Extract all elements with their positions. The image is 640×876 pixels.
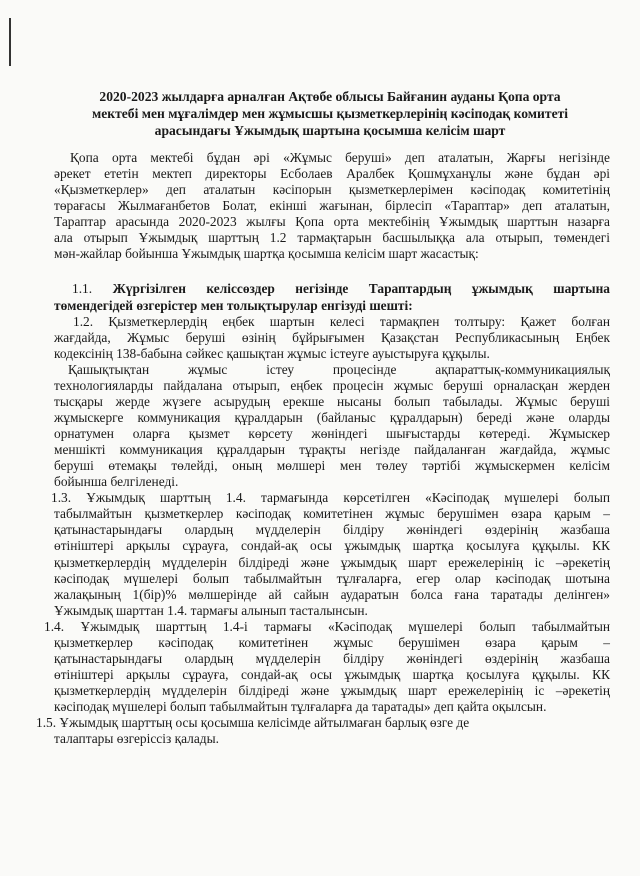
text-line: [54, 587, 610, 603]
title-line: мектебі мен мұғалімдер мен жұмысшы қызметкерлерінің кәсіподақ комитеті: [91, 106, 569, 121]
line-text: меншікті коммуникация құралдарын тұрақты негізде пайдаланған жағдайда, жұмыс: [54, 442, 610, 458]
paragraph: [51, 490, 610, 619]
line-text: 1.3. Ұжымдық шарттың 1.4. тармағында көрсетілген «Кәсіподақ мүшелері болып: [51, 490, 610, 506]
line-text: беруші өтемақы төлейді, оның мөлшері мен төлеу тәртібі жұмыскермен келісім: [54, 458, 610, 474]
text-line: [54, 426, 610, 442]
paragraph: [36, 715, 610, 747]
text-line: [54, 538, 610, 554]
text-line: [54, 731, 610, 747]
text-line: [54, 651, 610, 667]
line-text: тысқары жерде жүзеге асырудың ерекше нысаны болып табылады. Жұмыс беруші: [54, 393, 610, 409]
line-text: кәсіподақ мүшелері болып табылмайтын тұлғаларға, егер олар кәсіподақ шотына: [54, 570, 610, 586]
line-text: төмендегідей өзгерістер мен толықтырулар енгізуді шешті:: [54, 297, 413, 313]
text-line: [54, 230, 610, 246]
line-text: әрекет ететін мектеп директоры Есболаев Аралбек Қошмұханұлы және бұдан әрі: [54, 166, 610, 182]
text-line: [54, 198, 610, 214]
scan-artifact-line: [9, 18, 11, 66]
line-text: кәсіподақ мүшелері болып табылмайтын тұлғаларға да таратады» деп қайта оқылсын.: [54, 699, 547, 715]
text-line: [44, 619, 610, 635]
text-line: [54, 522, 610, 538]
line-text: жұмыскерге коммуникация құралдарын (байланыс құралдарын) береді және оларды: [54, 409, 610, 425]
text-line: [54, 442, 610, 458]
text-line: [54, 458, 610, 474]
text-line: [54, 506, 610, 522]
text-line: [54, 166, 610, 182]
text-line: [54, 410, 610, 426]
text-line: [54, 571, 610, 587]
clause-number: 1.1.: [72, 281, 113, 297]
text-line: [36, 715, 610, 731]
paragraph: [54, 362, 610, 491]
text-line: [54, 635, 610, 651]
text-line: [54, 699, 610, 715]
line-text: «Қызметкерлер» деп аталатын кәсіпорын қызметкерлерімен кәсіподақ комитетінің: [54, 182, 610, 198]
text-line: [54, 555, 610, 571]
text-line: [54, 378, 610, 394]
line-text: кодексінің 138-бабына сәйкес қашықтан жұмыс істеуге ауыстыруға құқылы.: [54, 345, 490, 361]
line-text: 1.4. Ұжымдық шарттың 1.4-і тармағы «Кәсіподақ мүшелері болып табылмайтын: [44, 618, 610, 634]
text-line: [73, 314, 610, 330]
line-text: 1.5. Ұжымдық шарттың осы қосымша келісімде айтылмаған барлық өзге де: [36, 715, 470, 731]
title-line: арасындағы Ұжымдық шартына қосымша келісім шарт: [154, 123, 506, 138]
line-text: 1.2. Қызметкерлердің еңбек шартын келесі тармақпен толтыру: Қажет болған: [73, 313, 610, 329]
text-line: [70, 150, 610, 166]
title-line: 2020-2023 жылдарға арналған Ақтөбе облысы Байғанин ауданы Қопа орта: [99, 89, 561, 104]
line-text: қатынастарындағы олардың мүдделерін білдіру жөніндегі өздерінің жазбаша: [54, 650, 610, 666]
paragraph: [54, 314, 610, 362]
text-line: [54, 214, 610, 230]
line-text: төрағасы Жылмағанбетов Болат, екінші жағынан, бірлесіп «Тараптар» деп аталатын,: [54, 198, 610, 214]
line-text: бойынша белгіленеді.: [54, 474, 179, 490]
line-text: мән-жайлар бойынша Ұжымдық шартқа қосымша келісім шарт жасастық:: [54, 246, 479, 262]
line-text: технологияларды пайдалана отырып, еңбек процесін жұмыс беруші орналасқан жерден: [54, 377, 610, 393]
text-line: [54, 182, 610, 198]
line-text: өтініштері арқылы сұрауға, сондай-ақ осы ұжымдық шартқа қосылуға құқылы. КК: [54, 538, 610, 554]
text-line: [54, 474, 610, 490]
text-line: [54, 298, 610, 314]
text-line: [51, 490, 610, 506]
text-line: [68, 362, 610, 378]
line-text: Қашықтықтан жұмыс істеу процесінде ақпараттық-коммуникациялық: [68, 361, 610, 377]
line-text: жалақының 1(бір)% мөлшерінде ай сайын аударатын болса ғана таратады делінген»: [54, 586, 610, 602]
line-text: орнатумен оларға қызмет көрсету жөніндегі шығыстарды көтереді. Жұмыскер: [54, 426, 610, 441]
line-text: Жүргізілген келіссөздер негізінде Тараптардың ұжымдық шартына: [112, 281, 610, 297]
line-text: Ұжымдық шарттан 1.4. тармағы алынып тасталынсын.: [54, 602, 368, 618]
paragraph: [54, 281, 610, 313]
line-text: табылмайтын қызметкерлер кәсіподақ комитетінен жұмыс берушімен өзара қарым –: [54, 506, 610, 522]
line-text: өтініштері арқылы сұрауға, сондай-ақ осы ұжымдық шартқа қосылуға құқылы. КК: [54, 666, 610, 682]
line-text: Тараптар арасында 2020-2023 жылғы Қопа орта мектебінің Ұжымдық шарттын назарға: [54, 214, 610, 230]
line-text: қатынастарындағы олардың мүдделерін білдіру жөніндегі өздерінің жазбаша: [54, 522, 610, 538]
paragraph: [54, 150, 610, 262]
line-text: қызметкерлердің мүдделерін білдіреді және ұжымдық шарт ережелерінің іс –әрекетің: [54, 554, 610, 570]
document-title: [40, 88, 620, 139]
text-line: [54, 346, 610, 362]
line-text: қызметкерлер кәсіподақ комитетінен жұмыс берушімен өзара қарым –: [54, 634, 610, 650]
text-line: [54, 330, 610, 346]
line-text: жағдайда, Жұмыс беруші өзінің бұйрығымен Қазақстан Республикасының Еңбек: [54, 329, 610, 345]
text-line: [54, 683, 610, 699]
line-text: қызметкерлердің мүдделерін білдіреді және ұжымдық шарт ережелерінің іс –әрекетің: [54, 683, 610, 698]
line-text: ала отырып Ұжымдық шарттың 1.2 тармақтарын басшылыққа ала отырып, төмендегі: [54, 230, 610, 246]
text-line: [54, 603, 610, 619]
text-line: [54, 394, 610, 410]
paragraph: [44, 618, 610, 715]
document-body: [36, 150, 610, 747]
line-text: талаптары өзгеріссіз қалады.: [54, 731, 219, 747]
text-line: [54, 667, 610, 683]
line-text: Қопа орта мектебі бұдан әрі «Жұмыс беруші» деп аталатын, Жарғы негізінде: [70, 150, 610, 165]
text-line: [54, 246, 610, 262]
text-line: [72, 281, 610, 297]
